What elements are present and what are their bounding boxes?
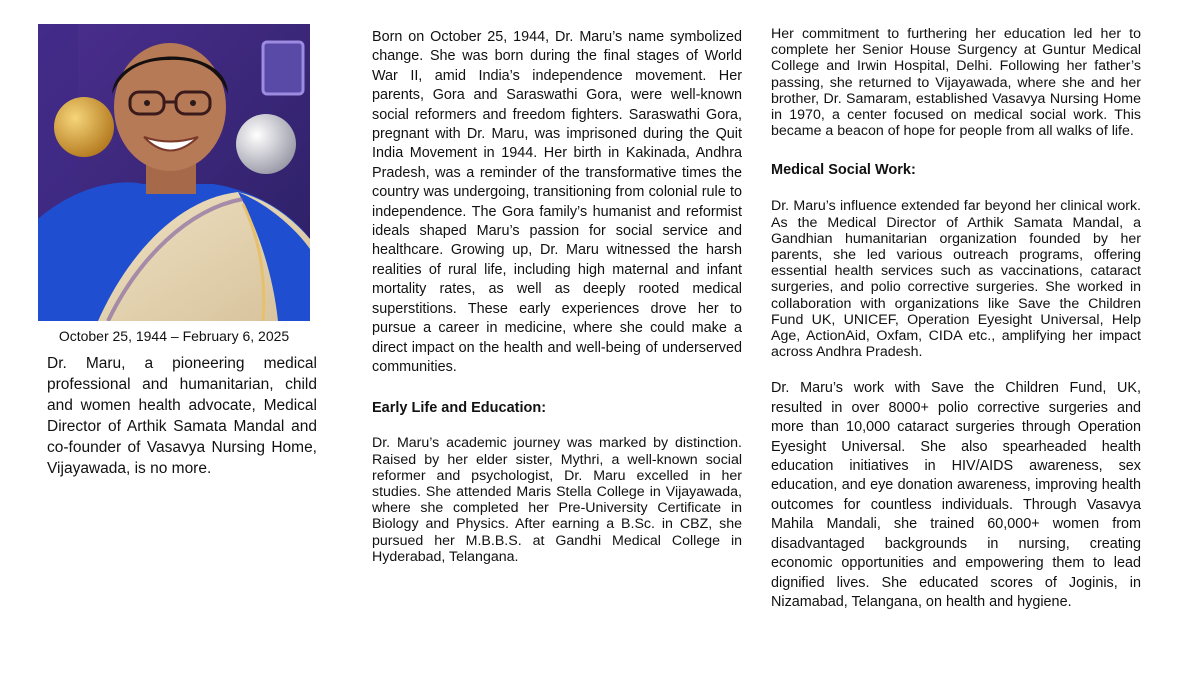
life-dates-caption: October 25, 1944 – February 6, 2025 (58, 328, 290, 344)
impact-paragraph: Dr. Maru’s work with Save the Children Fund, UK, resulted in over 8000+ polio corrective surgeries and more than 10,000 cataract surgeries through Operation Eyesight Universal. She also spearheaded health education initiatives in HIV/AIDS awareness, sex education, and eye donation awareness, improving health outcomes for countless individuals. Through Vasavya Mahila Mandali, she trained 60,000+ women from disadvantaged backgrounds in nursing, creating economic opportunities and empowering them to lead dignified lives. She educated scores of Joginis, in Nizamabad, Telangana, on health and hygiene. (771, 380, 1141, 610)
outreach-paragraph: Dr. Maru’s influence extended far beyond her clinical work. As the Medical Director of Arthik Samata Mandal, a Gandhian humanitarian organization founded by her parents, she led various outreach programs, offering essential health services such as vaccinations, cataract surgeries, and polio corrective surgeries. She worked in collaboration with organizations like Save the Children Fund UK, UNICEF, Operation Eyesight Universal, Help Age, ActionAid, Oxfam, CIDA etc., amplifying her impact across Andhra Pradesh. (771, 198, 1141, 361)
portrait-photo (38, 24, 310, 321)
column-right (771, 26, 1141, 612)
intro-paragraph: Dr. Maru, a pioneering medical professional and humanitarian, child and women health advocate, Medical Director of Arthik Samata Mandal and co-founder of Vasavya Nursing Home, Vijayawada, is no more. (47, 355, 317, 477)
early-life-heading: Early Life and Education: (372, 400, 547, 417)
birth-paragraph: Born on October 25, 1944, Dr. Maru’s name symbolized change. She was born during the final stages of World War II, amid India’s independence movement. Her parents, Gora and Saraswathi Gora, were well-known social reformers and freedom fighters. Saraswathi Gora, pregnant with Dr. Maru, was imprisoned during the Quit India Movement in 1944. Her birth in Kakinada, Andhra Pradesh, was a reminder of the transformative times the country was undergoing, transitioning from colonial rule to independence. The Gora family’s humanist and reformist ideals shaped Maru’s passion for social service and healthcare. Growing up, Dr. Maru witnessed the harsh realities of rural life, including high maternal and infant mortality rates, as well as deeply rooted medical superstitions. These early experiences drove her to pursue a career in medicine, where she could make a direct impact on the health and well-being of underserved communities. (372, 29, 742, 375)
education-paragraph: Dr. Maru’s academic journey was marked by distinction. Raised by her elder sister, Mythri, a well-known social reformer and psychologist, Dr. Maru excelled in her studies. She attended Maris Stella College in Vijayawada, where she completed her Pre-University Certificate in Biology and Physics. After earning a B.Sc. in CBZ, she pursued her M.B.B.S. at Gandhi Medical College in Hyderabad, Telangana. (372, 435, 742, 565)
column-middle (372, 28, 742, 565)
medical-social-work-heading: Medical Social Work: (771, 162, 916, 179)
career-paragraph: Her commitment to furthering her education led her to complete her Senior House Surgency at Guntur Medical College and Irwin Hospital, Delhi. Following her father’s passing, she returned to Vijayawada, where she and her brother, Dr. Samaram, established Vasavya Nursing Home in 1970, a center focused on medical social work. This became a beacon of hope for people from all walks of life. (771, 26, 1141, 140)
